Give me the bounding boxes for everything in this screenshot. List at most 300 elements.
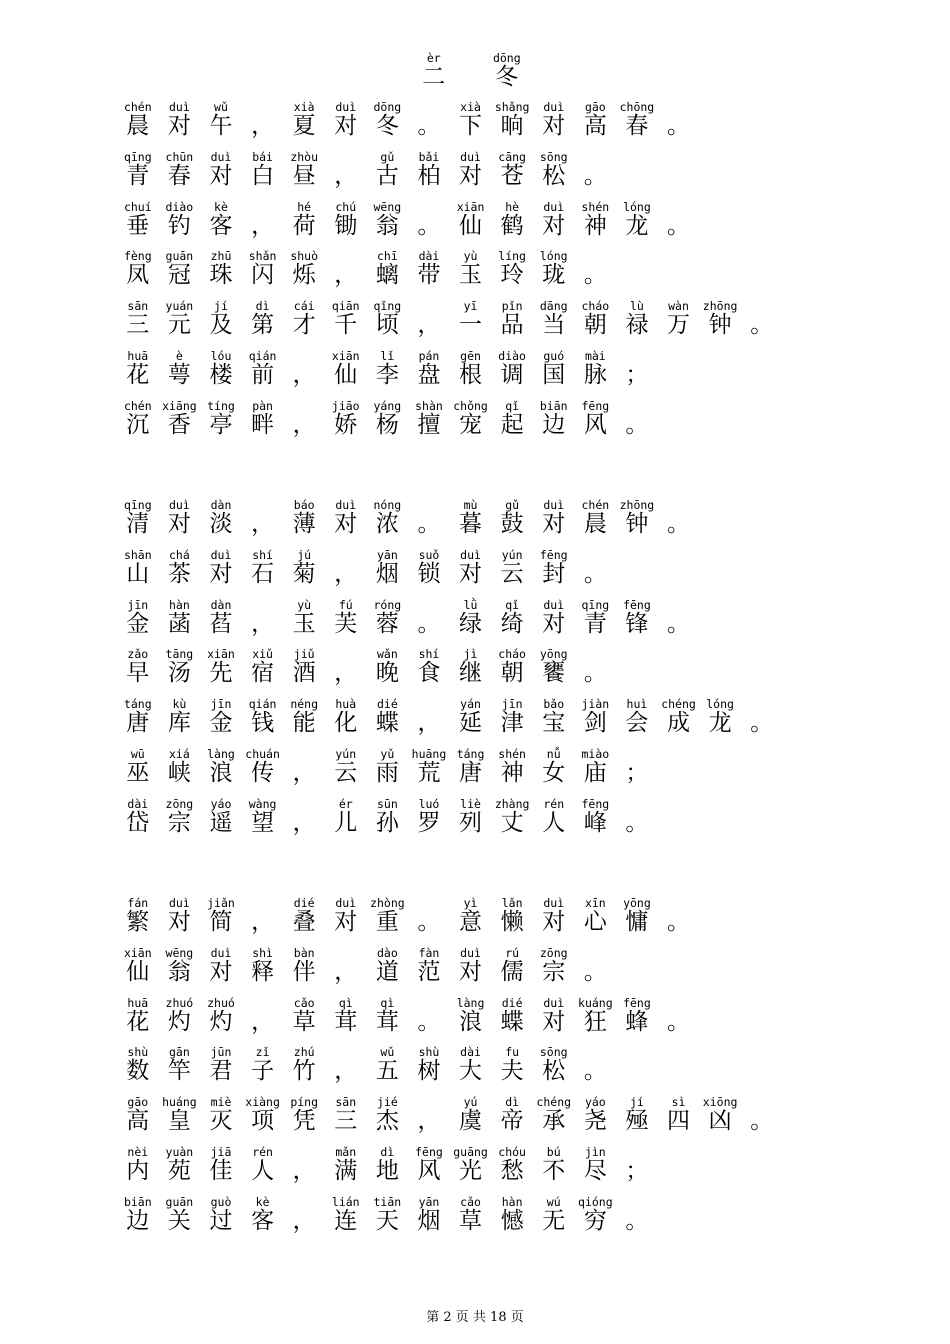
hanzi: 朝 bbox=[500, 660, 524, 687]
verse-line bbox=[117, 400, 658, 442]
pinyin: chuán bbox=[245, 747, 280, 761]
hanzi: 锄 bbox=[334, 212, 358, 239]
hanzi: 盘 bbox=[417, 362, 441, 388]
char-cell bbox=[283, 549, 325, 591]
pinyin: qián bbox=[248, 349, 277, 363]
pinyin: dié bbox=[293, 896, 315, 910]
pinyin: duì bbox=[169, 100, 190, 114]
hanzi: 杰 bbox=[375, 1108, 399, 1135]
pinyin: sōng bbox=[539, 149, 568, 164]
pinyin: huáng bbox=[162, 1095, 197, 1110]
pinyin: xiǔ bbox=[252, 647, 273, 662]
hanzi: 对 bbox=[209, 958, 233, 985]
char-cell bbox=[616, 599, 658, 641]
pinyin: duì bbox=[460, 547, 481, 562]
hanzi: 皇 bbox=[167, 1108, 191, 1135]
pinyin: hè bbox=[505, 199, 520, 214]
hanzi: 满 bbox=[334, 1158, 358, 1184]
hanzi: 品 bbox=[500, 312, 524, 339]
pinyin: táng bbox=[456, 747, 485, 761]
hanzi: 鼓 bbox=[500, 511, 524, 537]
hanzi: 儿 bbox=[334, 809, 358, 836]
hanzi: 灭 bbox=[209, 1108, 233, 1135]
page-title bbox=[0, 52, 950, 92]
char-cell bbox=[283, 151, 325, 193]
pinyin: rú bbox=[505, 945, 520, 960]
hanzi: 客 bbox=[251, 1207, 275, 1234]
pinyin: píng bbox=[290, 1095, 319, 1110]
hanzi: 云 bbox=[334, 760, 358, 786]
pinyin: dì bbox=[380, 1145, 395, 1159]
pinyin: mǎn bbox=[335, 1145, 357, 1159]
char-cell bbox=[242, 400, 284, 442]
hanzi: 天 bbox=[375, 1207, 399, 1234]
pinyin: jūn bbox=[210, 1045, 232, 1060]
char-cell bbox=[658, 101, 700, 143]
char-cell bbox=[616, 201, 658, 243]
pinyin: gāo bbox=[584, 100, 606, 114]
hanzi: 锁 bbox=[417, 560, 441, 587]
char-cell bbox=[533, 549, 575, 591]
hanzi: ； bbox=[625, 760, 649, 786]
hanzi: 金 bbox=[209, 710, 233, 737]
hanzi: 尧 bbox=[583, 1108, 607, 1135]
pinyin: jí bbox=[629, 1095, 644, 1110]
hanzi: 儒 bbox=[500, 958, 524, 985]
hanzi: 。 bbox=[417, 1008, 441, 1035]
hanzi: 烟 bbox=[417, 1207, 441, 1234]
hanzi: 对 bbox=[209, 560, 233, 587]
verse-line bbox=[117, 250, 616, 292]
pinyin: wǎn bbox=[376, 647, 398, 662]
hanzi: 。 bbox=[583, 660, 607, 687]
pinyin: dài bbox=[127, 796, 149, 811]
hanzi: 芙 bbox=[334, 610, 358, 637]
hanzi: ， bbox=[334, 1058, 358, 1085]
hanzi: 草 bbox=[459, 1207, 483, 1234]
hanzi: 懒 bbox=[500, 909, 524, 935]
hanzi: 客 bbox=[209, 212, 233, 239]
pinyin: shàn bbox=[415, 398, 443, 413]
hanzi: 伴 bbox=[292, 958, 316, 985]
pinyin: róng bbox=[373, 597, 402, 612]
char-cell bbox=[283, 648, 325, 690]
hanzi: 。 bbox=[583, 162, 607, 189]
hanzi: 绮 bbox=[500, 610, 524, 637]
hanzi: 丈 bbox=[500, 809, 524, 836]
pinyin: chén bbox=[123, 100, 152, 114]
hanzi: 遥 bbox=[209, 809, 233, 836]
hanzi: 青 bbox=[583, 610, 607, 637]
hanzi: 。 bbox=[583, 1058, 607, 1085]
hanzi: 蜂 bbox=[625, 1008, 649, 1035]
hanzi: 擅 bbox=[417, 411, 441, 438]
pinyin: jīn bbox=[127, 597, 149, 612]
pinyin: shén bbox=[581, 199, 610, 214]
pinyin: shí bbox=[418, 647, 440, 662]
hanzi: 虞 bbox=[459, 1108, 483, 1135]
pinyin: lǜ bbox=[463, 597, 478, 612]
pinyin: líng bbox=[498, 249, 526, 264]
verse-line bbox=[117, 1046, 616, 1088]
pinyin: cháo bbox=[581, 299, 610, 314]
hanzi: 玉 bbox=[459, 262, 483, 289]
pinyin: duì bbox=[169, 498, 190, 512]
pinyin: nèi bbox=[127, 1145, 149, 1159]
char-cell bbox=[616, 101, 658, 143]
pinyin: qīng bbox=[581, 597, 610, 612]
hanzi: 汤 bbox=[167, 660, 191, 687]
pinyin: jiǔ bbox=[293, 647, 315, 662]
pinyin: huā bbox=[127, 349, 149, 363]
hanzi: 朝 bbox=[583, 312, 607, 339]
hanzi: 娇 bbox=[334, 411, 358, 438]
hanzi: 宗 bbox=[167, 809, 191, 836]
pinyin: kuáng bbox=[578, 995, 613, 1010]
hanzi: 先 bbox=[209, 660, 233, 687]
pinyin: yú bbox=[463, 1095, 478, 1110]
hanzi: 对 bbox=[542, 610, 566, 637]
pinyin: liè bbox=[460, 796, 481, 811]
hanzi: 化 bbox=[334, 710, 358, 737]
pinyin: jīn bbox=[501, 697, 523, 712]
hanzi: 罗 bbox=[417, 809, 441, 836]
char-cell bbox=[242, 748, 284, 790]
hanzi: 宠 bbox=[459, 411, 483, 438]
hanzi: 国 bbox=[542, 362, 566, 388]
hanzi: 。 bbox=[583, 262, 607, 289]
hanzi: 千 bbox=[334, 312, 358, 339]
pinyin: mài bbox=[584, 349, 606, 363]
hanzi: 垂 bbox=[126, 212, 150, 239]
pinyin: cháo bbox=[498, 647, 526, 662]
hanzi: 关 bbox=[167, 1207, 191, 1234]
hanzi: 子 bbox=[251, 1058, 275, 1085]
pinyin: qǐng bbox=[373, 299, 402, 314]
pinyin: guāng bbox=[453, 1145, 488, 1159]
pinyin: zhū bbox=[210, 249, 232, 264]
hanzi: 夫 bbox=[500, 1058, 524, 1085]
hanzi: 。 bbox=[417, 113, 441, 139]
pinyin: duì bbox=[335, 498, 357, 512]
hanzi: 对 bbox=[542, 212, 566, 239]
pinyin: ér bbox=[338, 796, 353, 811]
hanzi: ， bbox=[417, 312, 441, 339]
pinyin: shí bbox=[252, 547, 273, 562]
char-cell bbox=[658, 897, 700, 939]
hanzi: 高 bbox=[126, 1108, 150, 1135]
hanzi: 元 bbox=[167, 312, 191, 339]
hanzi: ， bbox=[334, 262, 358, 289]
verse-line bbox=[117, 698, 783, 740]
pinyin: tāng bbox=[165, 647, 194, 662]
hanzi: 传 bbox=[251, 760, 275, 786]
hanzi: 宝 bbox=[542, 710, 566, 737]
hanzi: 雨 bbox=[375, 760, 399, 786]
hanzi: 。 bbox=[667, 610, 691, 637]
verse-line bbox=[117, 997, 699, 1039]
pinyin: chōng bbox=[619, 100, 655, 114]
pinyin: zhòng bbox=[370, 896, 405, 910]
hanzi: 。 bbox=[625, 809, 649, 836]
hanzi: 承 bbox=[542, 1108, 566, 1135]
char-cell bbox=[575, 350, 617, 392]
pinyin: báo bbox=[293, 498, 315, 512]
hanzi: 晌 bbox=[500, 113, 524, 139]
hanzi: 神 bbox=[583, 212, 607, 239]
pinyin: qǐ bbox=[505, 398, 520, 413]
hanzi: 君 bbox=[209, 1058, 233, 1085]
hanzi: 萏 bbox=[209, 610, 233, 637]
hanzi: 。 bbox=[417, 212, 441, 239]
pinyin: cái bbox=[293, 299, 315, 314]
hanzi: 人 bbox=[251, 1158, 275, 1184]
pinyin: jú bbox=[297, 547, 312, 562]
hanzi: 对 bbox=[209, 162, 233, 189]
pinyin: dì bbox=[505, 1095, 520, 1110]
pinyin: sūn bbox=[376, 796, 398, 811]
hanzi: 白 bbox=[251, 162, 275, 189]
char-cell bbox=[533, 151, 575, 193]
pinyin: fēng bbox=[539, 547, 568, 562]
char-cell bbox=[575, 947, 617, 989]
hanzi: 神 bbox=[500, 760, 524, 786]
hanzi: 光 bbox=[459, 1158, 483, 1184]
hanzi: 无 bbox=[542, 1207, 566, 1234]
pinyin: duì bbox=[210, 547, 232, 562]
hanzi: 第 bbox=[251, 312, 275, 339]
char-cell bbox=[658, 201, 700, 243]
hanzi: 冬 bbox=[375, 113, 399, 139]
hanzi: 菊 bbox=[292, 560, 316, 587]
pinyin: yì bbox=[463, 896, 478, 910]
hanzi: 下 bbox=[459, 113, 483, 139]
pinyin: zhú bbox=[293, 1045, 315, 1060]
hanzi: 闪 bbox=[251, 262, 275, 289]
hanzi: 峡 bbox=[167, 760, 191, 786]
pinyin: huā bbox=[127, 995, 149, 1010]
verse-line bbox=[117, 947, 616, 989]
pinyin: fèng bbox=[123, 249, 152, 264]
pinyin: duì bbox=[210, 149, 232, 164]
pinyin: xīn bbox=[584, 896, 606, 910]
pinyin: qīng bbox=[123, 149, 152, 164]
hanzi: 津 bbox=[500, 710, 524, 737]
pinyin: nǚ bbox=[546, 747, 561, 761]
pinyin: xiān bbox=[456, 199, 485, 214]
pinyin: yān bbox=[418, 1194, 440, 1209]
hanzi: 。 bbox=[667, 212, 691, 239]
pinyin: wàng bbox=[248, 796, 277, 811]
pinyin: zǐ bbox=[255, 1045, 270, 1060]
hanzi: 当 bbox=[542, 312, 566, 339]
char-cell bbox=[616, 1196, 658, 1238]
hanzi: 高 bbox=[583, 113, 607, 139]
char-cell bbox=[575, 1196, 617, 1238]
hanzi: ， bbox=[334, 958, 358, 985]
pinyin: bǎi bbox=[418, 149, 440, 164]
pinyin: lǐ bbox=[380, 349, 395, 363]
char-cell bbox=[200, 599, 242, 641]
hanzi: ， bbox=[251, 610, 275, 637]
hanzi: 唐 bbox=[459, 760, 483, 786]
pinyin: xià bbox=[293, 100, 315, 114]
pinyin: jiàn bbox=[581, 697, 610, 712]
hanzi: 列 bbox=[459, 809, 483, 836]
hanzi: 亭 bbox=[209, 411, 233, 438]
pinyin: zhuó bbox=[207, 995, 235, 1010]
hanzi: 玲 bbox=[500, 262, 524, 289]
pinyin: yǔ bbox=[380, 747, 395, 761]
pinyin: néng bbox=[290, 697, 319, 712]
hanzi: 起 bbox=[500, 411, 524, 438]
hanzi: 沉 bbox=[126, 411, 150, 438]
pinyin: yù bbox=[463, 249, 478, 264]
pinyin: zhōng bbox=[619, 498, 655, 512]
hanzi: 禄 bbox=[625, 312, 649, 339]
hanzi: 对 bbox=[167, 909, 191, 935]
char-cell bbox=[367, 698, 409, 740]
hanzi: 殛 bbox=[625, 1108, 649, 1135]
pinyin: shén bbox=[498, 747, 526, 761]
hanzi: 钱 bbox=[251, 710, 275, 737]
pinyin: yù bbox=[297, 597, 312, 612]
pinyin: chóu bbox=[498, 1145, 526, 1159]
pinyin: dōng bbox=[373, 100, 402, 114]
hanzi: 。 bbox=[417, 909, 441, 935]
hanzi: 松 bbox=[542, 1058, 566, 1085]
hanzi: 杨 bbox=[375, 411, 399, 438]
hanzi: 对 bbox=[334, 511, 358, 537]
pinyin: fēng bbox=[623, 597, 651, 612]
hanzi: 心 bbox=[583, 909, 607, 935]
page-footer: 第 2 页 共 18 页 bbox=[426, 1310, 524, 1325]
hanzi: 风 bbox=[583, 411, 607, 438]
char-cell bbox=[367, 897, 409, 939]
verse-line bbox=[117, 549, 616, 591]
pinyin: chǒng bbox=[453, 398, 488, 413]
char-cell bbox=[283, 947, 325, 989]
char-cell bbox=[367, 599, 409, 641]
pinyin: qì bbox=[380, 995, 395, 1010]
pinyin: duì bbox=[335, 100, 357, 114]
pinyin: xiān bbox=[207, 647, 235, 662]
char-cell bbox=[367, 201, 409, 243]
pinyin: shì bbox=[252, 945, 273, 960]
pinyin: chú bbox=[335, 199, 357, 214]
hanzi: 对 bbox=[334, 909, 358, 935]
pinyin: huì bbox=[626, 697, 648, 712]
hanzi: 道 bbox=[375, 958, 399, 985]
hanzi: ， bbox=[251, 1008, 275, 1035]
pinyin: shuò bbox=[290, 249, 319, 264]
pinyin: miào bbox=[581, 747, 610, 761]
hanzi: 地 bbox=[375, 1158, 399, 1184]
pinyin: rén bbox=[543, 796, 565, 811]
hanzi: 李 bbox=[375, 362, 399, 388]
hanzi: 蝶 bbox=[500, 1008, 524, 1035]
pinyin: chén bbox=[581, 498, 610, 512]
pinyin: qīng bbox=[123, 498, 152, 512]
hanzi: 对 bbox=[459, 560, 483, 587]
pinyin: lù bbox=[629, 299, 644, 314]
hanzi: 库 bbox=[167, 710, 191, 737]
hanzi: 珠 bbox=[209, 262, 233, 289]
pinyin: qióng bbox=[578, 1194, 613, 1209]
hanzi: 珑 bbox=[542, 262, 566, 289]
char-cell bbox=[533, 250, 575, 292]
hanzi: 玉 bbox=[292, 610, 316, 637]
pinyin: duì bbox=[543, 597, 565, 612]
hanzi: 不 bbox=[542, 1158, 566, 1184]
pinyin: diào bbox=[165, 199, 194, 214]
pinyin: yún bbox=[501, 547, 523, 562]
pinyin: hàn bbox=[501, 1194, 523, 1209]
pinyin: sān bbox=[127, 299, 149, 314]
pinyin: fēng bbox=[623, 995, 651, 1010]
pinyin: dié bbox=[501, 995, 523, 1010]
hanzi: 畔 bbox=[251, 411, 275, 438]
hanzi: 春 bbox=[625, 113, 649, 139]
pinyin: fàn bbox=[418, 945, 440, 960]
pinyin: duì bbox=[460, 945, 481, 960]
hanzi: 钟 bbox=[625, 511, 649, 537]
hanzi: 午 bbox=[209, 113, 233, 139]
verse-line bbox=[117, 350, 658, 392]
hanzi: 晨 bbox=[583, 511, 607, 537]
hanzi: 浪 bbox=[209, 760, 233, 786]
hanzi: 大 bbox=[459, 1058, 483, 1085]
pinyin: chéng bbox=[536, 1095, 572, 1110]
hanzi: 对 bbox=[542, 113, 566, 139]
hanzi: 山 bbox=[126, 560, 150, 587]
pinyin: miè bbox=[210, 1095, 232, 1110]
hanzi: 孙 bbox=[375, 809, 399, 836]
hanzi: 。 bbox=[667, 113, 691, 139]
pinyin: bǎo bbox=[543, 697, 565, 712]
hanzi: ， bbox=[334, 660, 358, 687]
pinyin: duì bbox=[543, 199, 565, 214]
hanzi: 晨 bbox=[126, 113, 150, 139]
pinyin: zhàng bbox=[494, 796, 530, 811]
hanzi: 淡 bbox=[209, 511, 233, 537]
hanzi: 巫 bbox=[126, 760, 150, 786]
pinyin: shān bbox=[123, 547, 152, 562]
hanzi: 才 bbox=[292, 312, 316, 339]
pinyin: yán bbox=[460, 697, 481, 712]
pinyin: dàn bbox=[210, 597, 232, 612]
pinyin: dì bbox=[255, 299, 270, 314]
hanzi: 花 bbox=[126, 1008, 150, 1035]
pinyin: lóu bbox=[210, 349, 232, 363]
char-cell bbox=[741, 300, 783, 342]
hanzi: 对 bbox=[542, 1008, 566, 1035]
hanzi: 柏 bbox=[417, 162, 441, 189]
pinyin: yōng bbox=[623, 896, 651, 910]
pinyin: biān bbox=[123, 1194, 152, 1209]
char-cell bbox=[367, 300, 409, 342]
verse-line bbox=[117, 1096, 783, 1138]
hanzi: ， bbox=[334, 162, 358, 189]
char-cell bbox=[616, 499, 658, 541]
pinyin: kè bbox=[214, 199, 228, 214]
hanzi: ， bbox=[292, 1158, 316, 1184]
hanzi: 前 bbox=[251, 362, 275, 388]
pinyin: tíng bbox=[207, 398, 235, 413]
pinyin: chuí bbox=[123, 199, 152, 214]
pinyin: tiān bbox=[373, 1194, 402, 1209]
hanzi: 茸 bbox=[375, 1008, 399, 1035]
